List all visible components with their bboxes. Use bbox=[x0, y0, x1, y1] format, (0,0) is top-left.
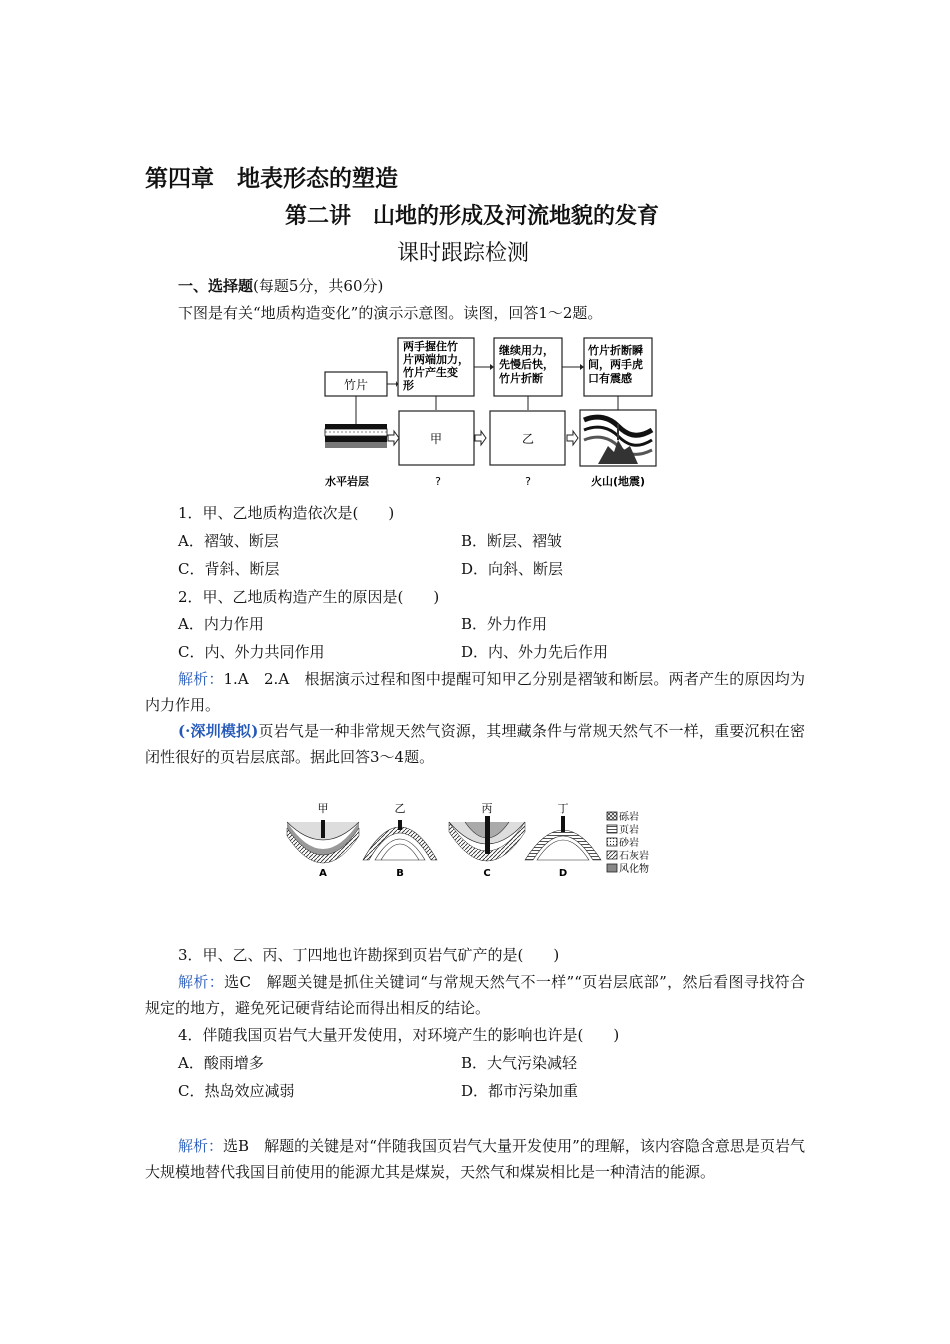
label-yi: 乙 bbox=[394, 802, 406, 815]
q2-stem: 2．甲、乙地质构造产生的原因是( ) bbox=[178, 588, 440, 606]
structure-d bbox=[525, 816, 601, 860]
q2-option-d: D．内、外力先后作用 bbox=[461, 643, 609, 661]
answer-3 bbox=[145, 969, 805, 1021]
structure-a bbox=[287, 820, 359, 863]
legend-shale: 页岩 bbox=[619, 825, 639, 836]
section-title: 一、选择题 bbox=[178, 277, 254, 295]
page-subtitle: 课时跟踪检测 bbox=[397, 241, 530, 266]
legend bbox=[607, 810, 649, 875]
box-bamboo-label: 竹片 bbox=[343, 378, 369, 392]
horizontal-strata-image bbox=[325, 424, 387, 448]
q1-option-c: C．背斜、断层 bbox=[178, 560, 280, 578]
legend-limestone: 石灰岩 bbox=[619, 851, 649, 862]
section-note: (每题5分，共60分) bbox=[253, 277, 384, 295]
label-jia: 甲 bbox=[317, 802, 329, 815]
q1-stem: 1．甲、乙地质构造依次是( ) bbox=[178, 504, 395, 522]
structure-c bbox=[449, 816, 525, 861]
answer-label: 解析： bbox=[178, 973, 225, 991]
q1-option-a: A．褶皱、断层 bbox=[178, 532, 279, 550]
answer-text: 选B 解题的关键是对“伴随我国页岩气大量开发使用”的理解，该内容隐含意思是页岩气大规模地替代我国目前使用的能源尤其是煤炭，天然气和煤炭相比是一种清洁的能源。 bbox=[145, 1137, 805, 1181]
answer-1-2 bbox=[145, 666, 805, 718]
caption-horizontal: 水平岩层 bbox=[325, 475, 369, 488]
caption-q1: ? bbox=[435, 475, 441, 488]
figure-geologic-demo bbox=[318, 334, 663, 494]
source-tag: (·深圳模拟) bbox=[178, 722, 259, 740]
intro-text-1: 下图是有关“地质构造变化”的演示示意图。读图，回答1～2题。 bbox=[178, 304, 603, 322]
label-ding: 丁 bbox=[557, 802, 569, 815]
box-step2-text: 继续用力， 先慢后快， 竹片折断 bbox=[499, 344, 554, 385]
caption-q2: ? bbox=[525, 475, 531, 488]
volcano-fold-image bbox=[580, 410, 656, 466]
label-bing: 丙 bbox=[481, 802, 493, 815]
intro-2-body: 页岩气是一种非常规天然气资源，其埋藏条件与常规天然气不一样，重要沉积在密闭性很好的页岩层底部。据此回答3～4题。 bbox=[145, 722, 805, 766]
label-c: C bbox=[483, 868, 491, 879]
answer-label: 解析： bbox=[178, 670, 224, 688]
label-d: D bbox=[558, 868, 568, 879]
figure-rock-layers bbox=[285, 798, 665, 884]
answer-label: 解析： bbox=[178, 1137, 224, 1155]
q2-option-c: C．内、外力共同作用 bbox=[178, 643, 325, 661]
legend-sandstone: 砂岩 bbox=[619, 838, 639, 849]
label-a: A bbox=[319, 868, 327, 879]
chapter-title: 第四章 地表形态的塑造 bbox=[145, 166, 398, 192]
q1-option-b: B．断层、褶皱 bbox=[461, 532, 563, 550]
q4-option-d: D．都市污染加重 bbox=[461, 1082, 579, 1100]
q4-stem: 4．伴随我国页岩气大量开发使用，对环境产生的影响也许是( ) bbox=[178, 1026, 620, 1044]
q1-option-d: D．向斜、断层 bbox=[461, 560, 564, 578]
q2-option-a: A．内力作用 bbox=[178, 615, 264, 633]
intro-text-2 bbox=[145, 718, 805, 770]
box-jia-label: 甲 bbox=[429, 432, 443, 446]
q4-option-b: B．大气污染减轻 bbox=[461, 1054, 578, 1072]
lecture-title: 第二讲 山地的形成及河流地貌的发育 bbox=[285, 204, 660, 229]
answer-text: 选C 解题关键是抓住关键词“与常规天然气不一样”“页岩层底部”，然后看图寻找符合规定的地方，避免死记硬背结论而得出相反的结论。 bbox=[145, 973, 805, 1017]
box-yi-label: 乙 bbox=[521, 432, 535, 446]
structure-b bbox=[363, 820, 437, 860]
caption-volcano: 火山(地震) bbox=[590, 475, 646, 488]
label-b: B bbox=[396, 868, 404, 879]
q4-option-c: C．热岛效应减弱 bbox=[178, 1082, 295, 1100]
answer-4 bbox=[145, 1133, 805, 1185]
legend-weathered: 风化物 bbox=[619, 864, 649, 875]
q4-option-a: A．酸雨增多 bbox=[178, 1054, 264, 1072]
box-step1-text: 两手握住竹 片两端加力， 竹片产生变 形 bbox=[403, 340, 469, 392]
q3-stem: 3．甲、乙、丙、丁四地也许勘探到页岩气矿产的是( ) bbox=[178, 946, 560, 964]
section-heading bbox=[178, 275, 383, 297]
answer-text: 1.A 2.A 根据演示过程和图中提醒可知甲乙分别是褶皱和断层。两者产生的原因均为内力作用。 bbox=[145, 670, 805, 714]
legend-conglomerate: 砾岩 bbox=[619, 812, 639, 823]
q2-option-b: B．外力作用 bbox=[461, 615, 548, 633]
box-step3-text: 竹片折断瞬 间，两手虎 口有震感 bbox=[588, 344, 643, 385]
